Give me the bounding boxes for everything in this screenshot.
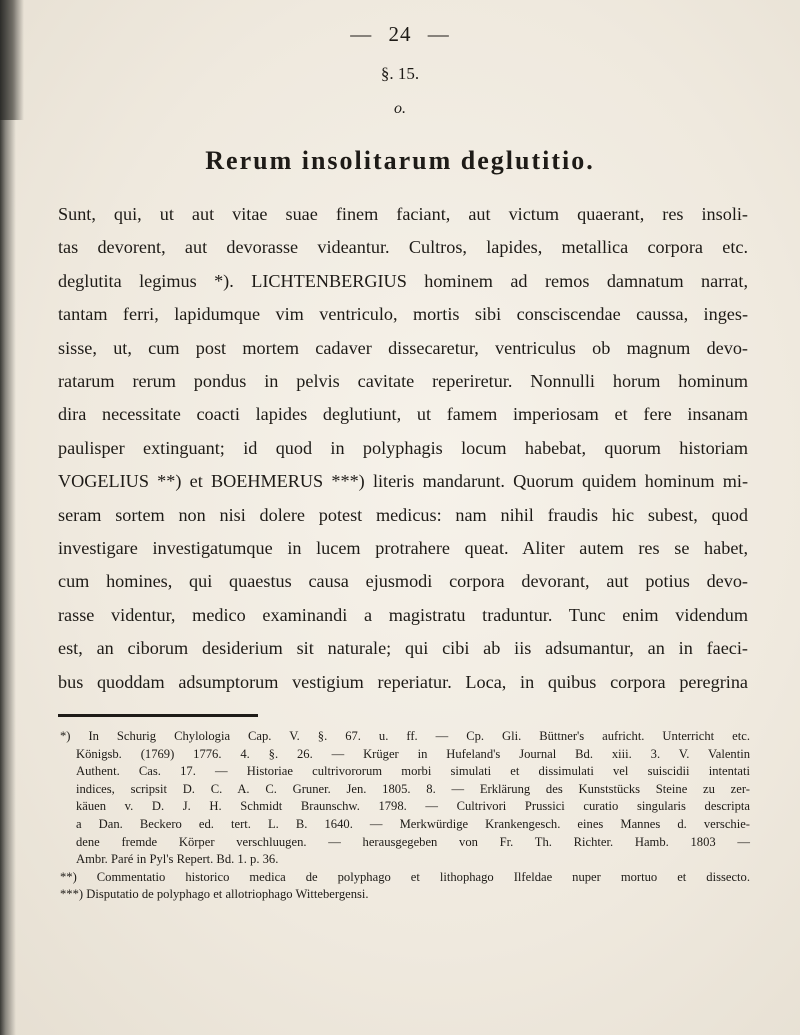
footnote-line: käuen v. D. J. H. Schmidt Braunschw. 1798. — Cultrivori Prussici curatio singularis descripta <box>76 799 750 814</box>
footnote-line: a Dan. Beckero ed. tert. L. B. 1640. — Merkwürdige Krankengesch. eines Mannes d. verschie- <box>76 816 750 831</box>
body-line: est, an ciborum desiderium sit naturale; qui cibi ab iis adsumantur, an in faeci- <box>58 638 748 659</box>
page-number: 24 <box>388 22 412 46</box>
body-line: VOGELIUS **) et BOEHMERUS ***) literis mandarunt. Quorum quidem hominum mi- <box>58 471 748 492</box>
body-paragraph <box>58 198 748 699</box>
body-line: tas devorent, aut devorasse videantur. Cultros, lapides, metallica corpora etc. <box>58 237 748 258</box>
body-line: rasse videntur, medico examinandi a magistratu traduntur. Tunc enim videndum <box>58 604 748 625</box>
subsection-marker: o. <box>394 100 406 117</box>
footnotes <box>60 728 750 904</box>
footnote-line: indices, scripsit D. C. A. C. Gruner. Jen. 1805. 8. — Erklärung des Kunststücks Steine zu zer- <box>76 781 750 796</box>
footnote-line: *) In Schurig Chylologia Cap. V. §. 67. u. ff. — Cp. Gli. Büttner's aufricht. Unterricht etc. <box>60 729 750 743</box>
body-line: sisse, ut, cum post mortem cadaver dissecaretur, ventriculus ob magnum devo- <box>58 337 748 358</box>
footnote-line: Authent. Cas. 17. — Historiae cultrivororum morbi simulati et dissimulati vel suiscidii intentati <box>76 764 750 779</box>
header-dash-right: — <box>427 22 450 46</box>
footnote-line: ***) Disputatio de polyphago et allotriophago Wittebergensi. <box>60 887 369 902</box>
footnote-separator-rule <box>58 714 258 717</box>
body-line: deglutita legimus *). LICHTENBERGIUS hominem ad remos damnatum narrat, <box>58 270 748 291</box>
footnote-line: **) Commentatio historico medica de polyphago et lithophago Ilfeldae nuper mortuo et dissecto. <box>60 869 750 884</box>
header-dash-left: — <box>350 22 373 46</box>
body-line: tantam ferri, lapidumque vim ventriculo, mortis sibi consciscendae caussa, inges- <box>58 304 748 325</box>
footnote-line: dene fremde Körper verschluugen. — herausgegeben von Fr. Th. Richter. Hamb. 1803 — <box>76 834 750 849</box>
body-line: dira necessitate coacti lapides deglutiunt, ut famem imperiosam et fere insanam <box>58 404 748 425</box>
chapter-title: Rerum insolitarum deglutitio. <box>205 146 595 175</box>
footnote-line: Königsb. (1769) 1776. 4. §. 26. — Krüger in Hufeland's Journal Bd. xiii. 3. V. Valentin <box>76 746 750 761</box>
section-marker: §. 15. <box>380 64 420 83</box>
body-line: bus quoddam adsumptorum vestigium reperiatur. Loca, in quibus corpora peregrina <box>58 671 748 692</box>
body-line: investigare investigatumque in lucem protrahere queat. Aliter autem res se habet, <box>58 538 748 559</box>
body-line: paulisper extinguant; id quod in polyphagis locum habebat, quorum historiam <box>58 437 748 458</box>
body-line: cum homines, qui quaestus causa ejusmodi corpora devorant, aut potius devo- <box>58 571 748 592</box>
page-header <box>0 22 800 47</box>
body-line: Sunt, qui, ut aut vitae suae finem faciant, aut victum quaerant, res insoli- <box>58 204 748 224</box>
body-line: seram sortem non nisi dolere potest medicus: nam nihil fraudis hic subest, quod <box>58 504 748 525</box>
body-line: ratarum rerum pondus in pelvis cavitate reperiretur. Nonnulli horum hominum <box>58 371 748 392</box>
footnote-line: Ambr. Paré in Pyl's Repert. Bd. 1. p. 36. <box>76 852 279 867</box>
